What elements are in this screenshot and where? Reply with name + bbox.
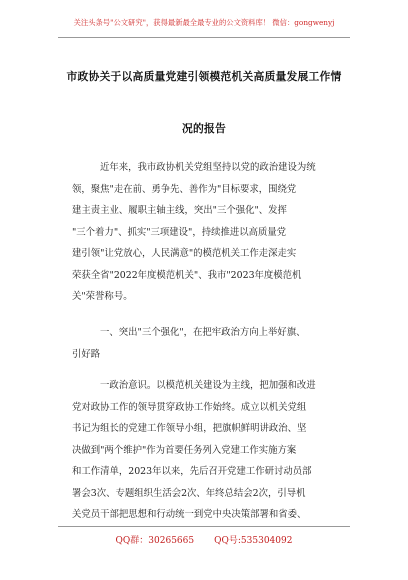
text-line: 署会3次、专题组织生活会2次、年终总结会2次，引导机 [72,487,306,499]
text-line: 书记为组长的党建工作领导小组，把旗帜鲜明讲政治、坚 [72,423,307,434]
text-line: 关党员干部把思想和行动统一到党中央决策部署和省委、 [72,509,307,520]
text-line: 建引领"让党放心，人民满意"的模范机关工作走深走实 [72,248,297,259]
paragraph-political-awareness [72,375,334,526]
document-title-line-2: 况的报告 [182,122,226,135]
text-line: 和工作清单，2023年以来，先后召开党建工作研讨动员部 [72,466,312,477]
document-title-line-1: 市政协关于以高质量党建引领模范机关高质量发展工作情 [66,70,342,83]
text-line: 领，聚焦"走在前、勇争先、善作为"目标要求，围绕党 [72,183,297,195]
text-line: 一政治意识。以模范机关建设为主线，把加强和改进 [100,380,316,391]
text-line: 近年来，我市政协机关党组坚持以党的政治建设为统 [100,162,316,173]
text-line: 一、突出"三个强化"，在把牢政治方向上举好旗、 [100,327,306,338]
text-line: 荣获全省"2022年度模范机关"、我市"2023年度模范机 [72,269,302,281]
text-line: 关"荣誉称号。 [72,291,133,302]
footer-qq-group: QQ群：30265665 [115,536,195,546]
text-line: 党对政协工作的领导贯穿政协工作始终。成立以机关党组 [72,401,307,413]
footer-contact [0,533,408,546]
text-line: 决做到"两个维护"作为首要任务列入党建工作实施方案 [72,444,297,456]
text-line: 建主责主业、履职主轴主线，突出"三个强化"、发挥 [72,205,287,216]
text-line: "三个着力"、抓实"三项建设"，持续推进以高质量党 [72,226,287,238]
section-heading-1 [72,322,334,365]
header-banner: 关注头条号"公文研究"，获得最新最全最专业的公文资料库！ 微信：gongwenyj [73,18,335,27]
footer-qq-number: QQ号:535304092 [214,536,293,546]
paragraph-intro [72,157,334,308]
footer-divider [58,526,350,527]
text-line: 引好路 [72,348,101,360]
header-divider [58,37,350,38]
